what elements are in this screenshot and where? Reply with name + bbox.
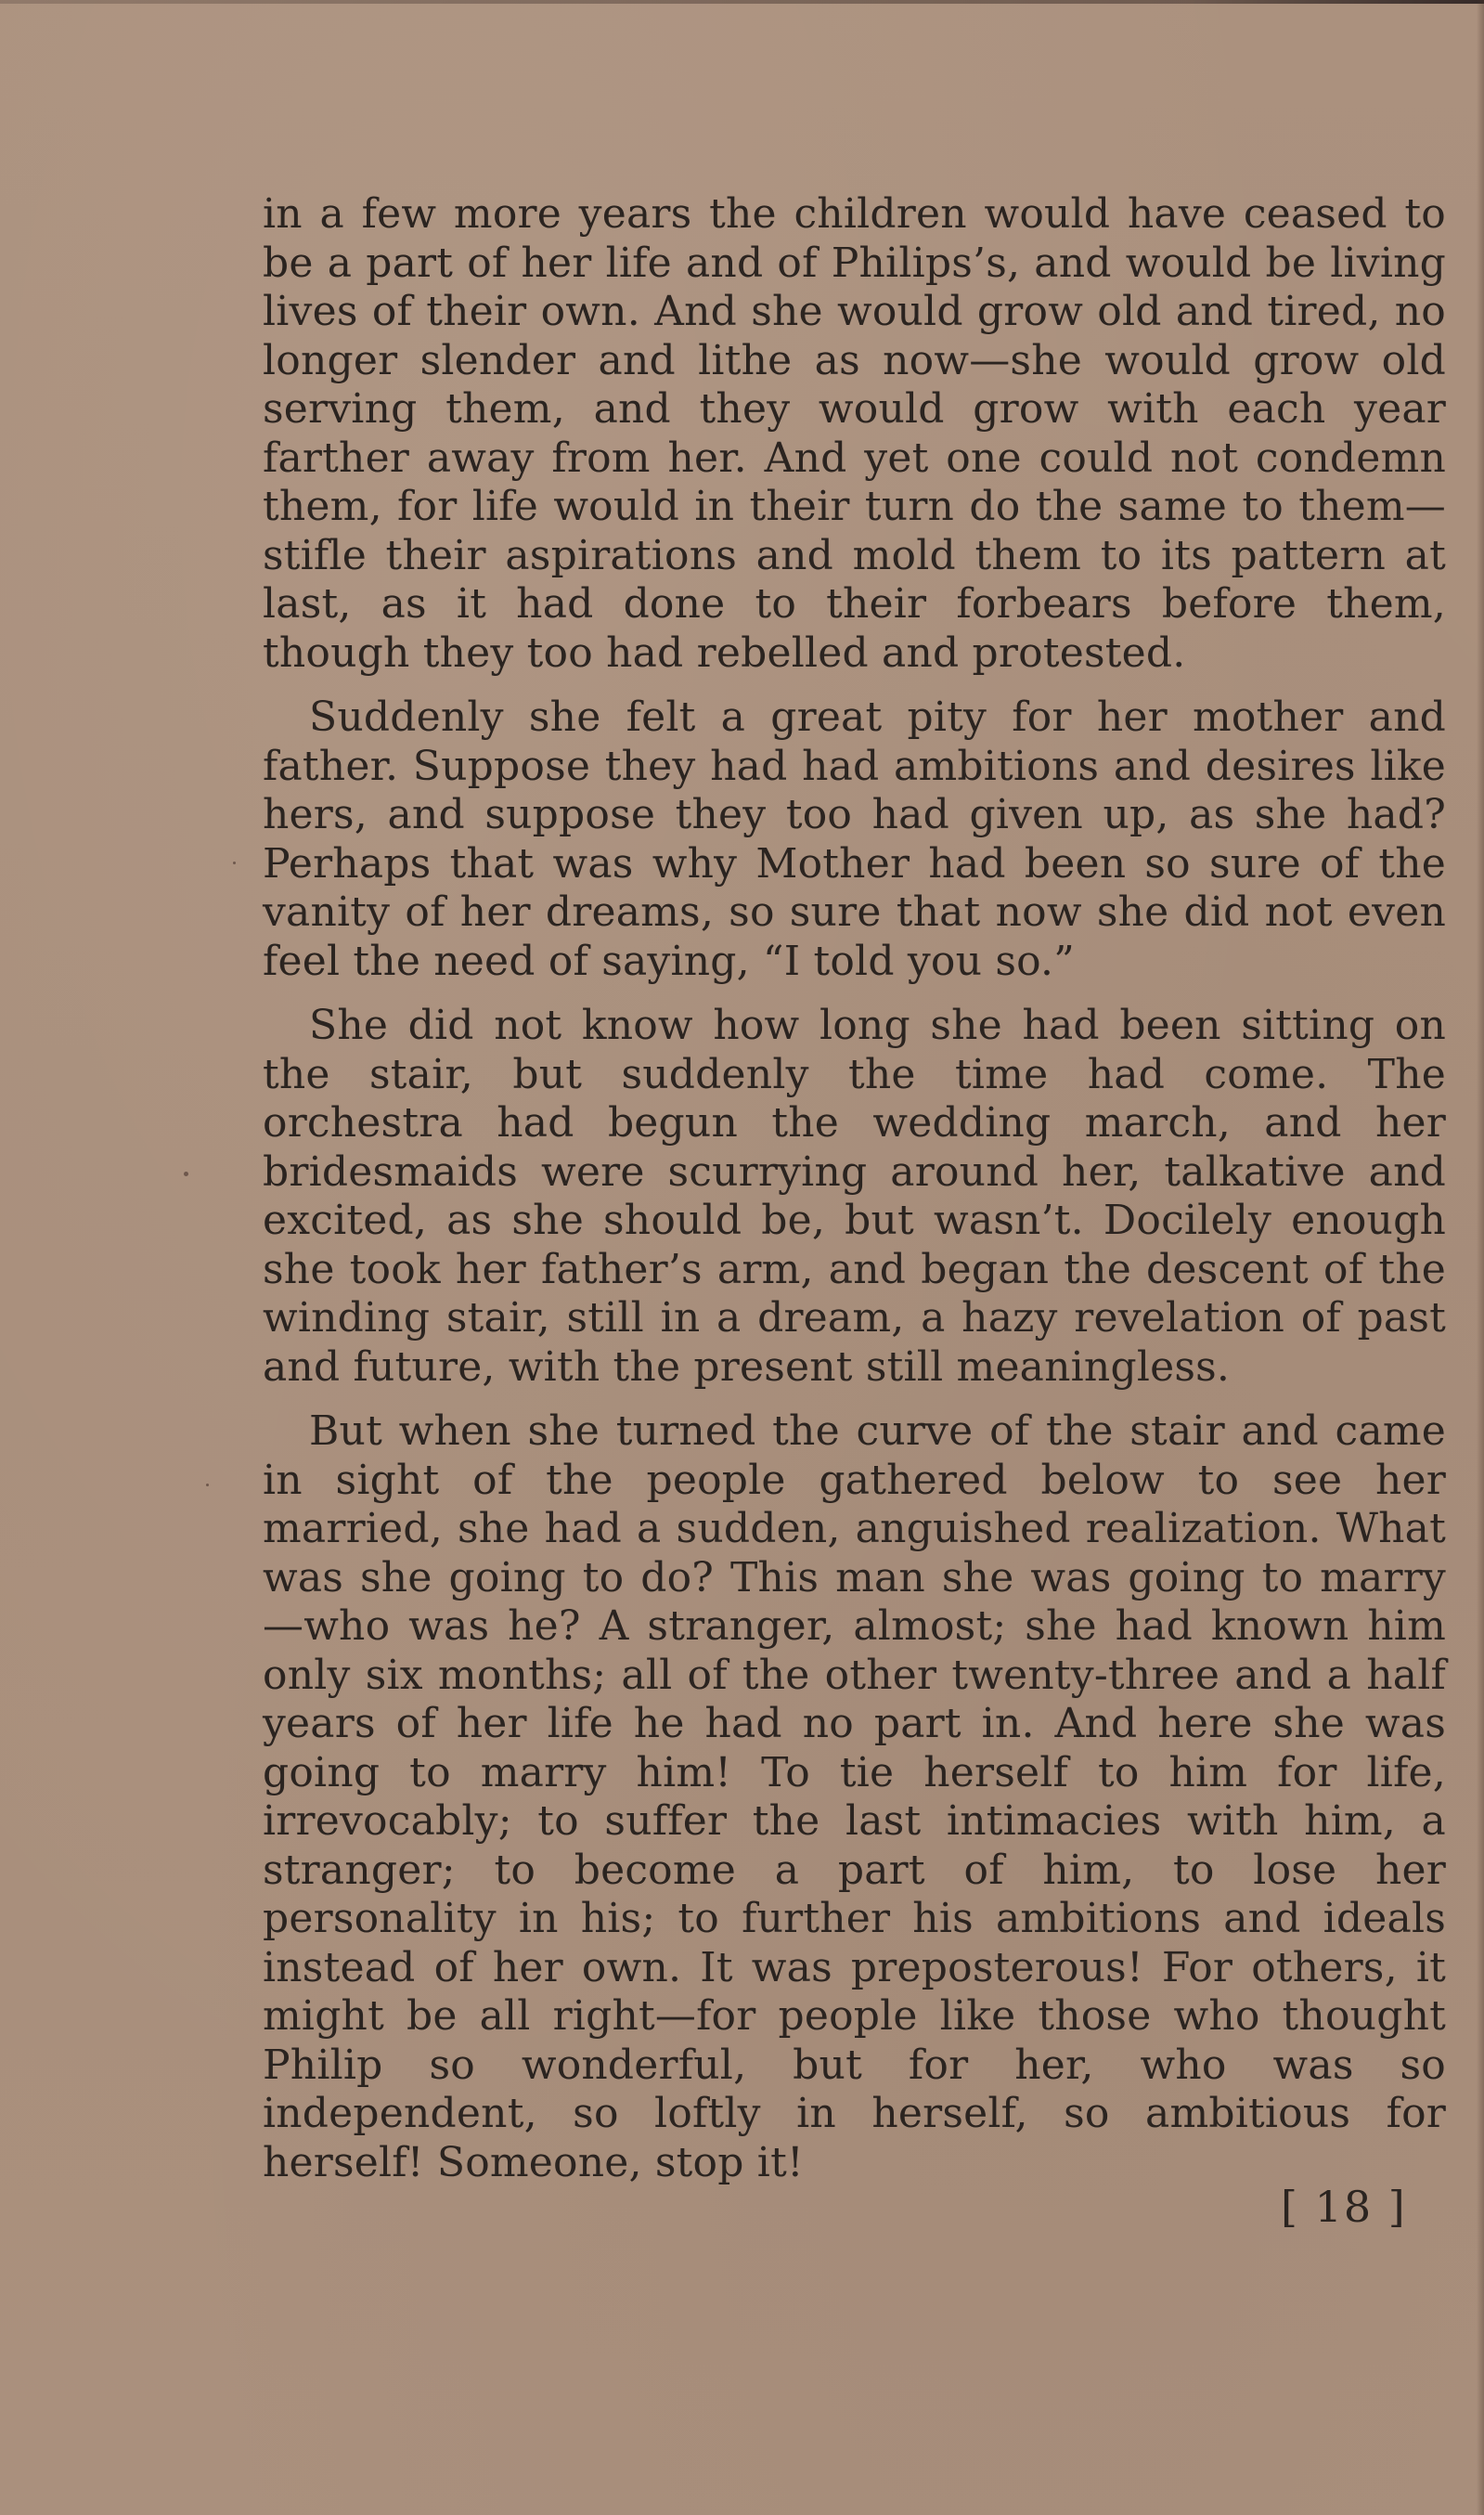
paragraph-2: Suddenly she felt a great pity for her mother and father. Suppose they had had ambitions and desires like hers, and suppose they too had given up, as she had? Perhaps that was why Mother had been so sure of the vanity of her dreams, so sure that now she did not even feel the need of saying, “I told you so.”: [263, 694, 1446, 985]
paragraph-3: She did not know how long she had been sitting on the stair, but suddenly the time had come. The orchestra had begun the wedding march, and her bridesmaids were scurrying around her, talkative and excited, as she should be, but wasn’t. Docilely enough she took her father’s arm, and began the descent of the winding stair, still in a dream, a hazy revelation of past and future, with the present still meaningless.: [263, 1002, 1446, 1391]
paragraph-1: in a few more years the children would have ceased to be a part of her life and of Philips’s, and would be living lives of their own. And she would grow old and tired, no longer slender and lithe as now—she would grow old serving them, and they would grow with each year farther away from her. And yet one could not condemn them, for life would in their turn do the same to them—stifle their aspirations and mold them to its pattern at last, as it had done to their forbears before them, though they too had rebelled and protested.: [263, 190, 1446, 677]
paper-speck: [184, 1172, 188, 1176]
paper-speck: [206, 1484, 209, 1486]
page-top-edge: [0, 0, 1484, 4]
page-right-edge: [1477, 0, 1484, 2515]
paper-speck: [233, 862, 236, 864]
page-number: [ 18 ]: [1281, 2182, 1407, 2232]
body-text: [263, 190, 1446, 2203]
paragraph-4: But when she turned the curve of the stair and came in sight of the people gathered below to see her married, she had a sudden, anguished realization. What was she going to do? This man she was going to marry—who was he? A stranger, almost; she had known him only six months; all of the other twenty-three and a half years of her life he had no part in. And here she was going to marry him! To tie herself to him for life, irrevocably; to suffer the last intimacies with him, a stranger; to become a part of him, to lose her personality in his; to further his ambitions and ideals instead of her own. It was preposterous! For others, it might be all right—for people like those who thought Philip so wonderful, but for her, who was so independent, so loftly in herself, so ambitious for herself! Someone, stop it!: [263, 1407, 1446, 2186]
